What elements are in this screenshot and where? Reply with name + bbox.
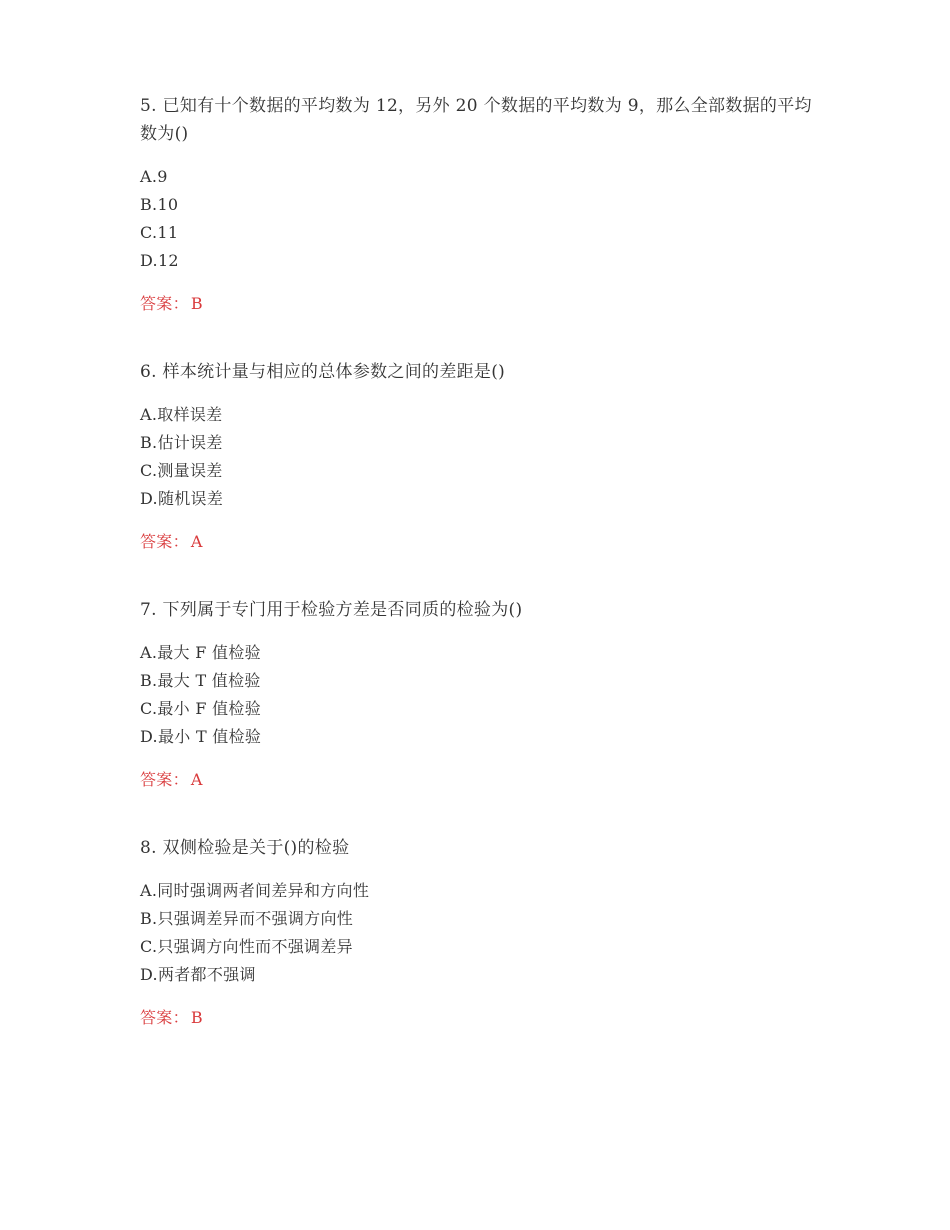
option-d <box>140 485 820 513</box>
option-label: A. <box>140 881 158 900</box>
answer-value: B <box>190 294 203 313</box>
option-label: D. <box>140 727 158 746</box>
option-c <box>140 933 820 961</box>
option-label: D. <box>140 489 158 508</box>
question-5 <box>140 92 820 318</box>
option-a <box>140 877 820 905</box>
question-6 <box>140 358 820 556</box>
option-text: 最大 T 值检验 <box>157 671 261 690</box>
answer-line <box>140 528 820 556</box>
option-list <box>140 401 820 513</box>
answer-label: 答案： <box>140 770 189 789</box>
option-list <box>140 877 820 989</box>
answer-label: 答案： <box>140 532 189 551</box>
spacer <box>140 556 820 596</box>
option-label: A. <box>140 405 158 424</box>
option-text: 12 <box>157 251 179 270</box>
option-label: B. <box>140 195 158 214</box>
option-d <box>140 723 820 751</box>
option-text: 估计误差 <box>157 433 223 452</box>
option-label: C. <box>140 223 158 242</box>
option-a <box>140 163 820 191</box>
answer-label: 答案： <box>140 1008 189 1027</box>
option-text: 10 <box>157 195 179 214</box>
option-b <box>140 667 820 695</box>
option-text: 随机误差 <box>157 489 224 508</box>
question-stem: 8. 双侧检验是关于()的检验 <box>140 838 350 858</box>
option-a <box>140 639 820 667</box>
answer-line <box>140 1004 820 1032</box>
option-label: B. <box>140 433 158 452</box>
answer-value: A <box>190 770 203 789</box>
option-label: C. <box>140 699 158 718</box>
option-text: 只强调方向性而不强调差异 <box>157 937 353 956</box>
option-text: 两者都不强调 <box>157 965 256 984</box>
option-a <box>140 401 820 429</box>
option-list <box>140 163 820 275</box>
option-label: C. <box>140 937 158 956</box>
question-8 <box>140 834 820 1032</box>
option-text: 最小 F 值检验 <box>157 699 262 718</box>
option-text: 11 <box>157 223 179 242</box>
option-label: D. <box>140 965 158 984</box>
option-text: 最大 F 值检验 <box>157 643 261 662</box>
option-label: B. <box>140 671 158 690</box>
question-stem: 7. 下列属于专门用于检验方差是否同质的检验为() <box>140 600 523 620</box>
option-b <box>140 429 820 457</box>
option-text: 9 <box>157 167 168 186</box>
question-7 <box>140 596 820 794</box>
option-label: B. <box>140 909 158 928</box>
option-text: 取样误差 <box>157 405 223 424</box>
option-label: A. <box>140 167 158 186</box>
question-stem: 5. 已知有十个数据的平均数为 12，另外 20 个数据的平均数为 9，那么全部数据的平均数为() <box>140 96 812 144</box>
answer-line <box>140 290 820 318</box>
option-d <box>140 247 820 275</box>
spacer <box>140 318 820 358</box>
option-label: C. <box>140 461 158 480</box>
option-c <box>140 219 820 247</box>
answer-line <box>140 766 820 794</box>
option-label: D. <box>140 251 158 270</box>
option-c <box>140 695 820 723</box>
option-list <box>140 639 820 751</box>
option-text: 测量误差 <box>157 461 223 480</box>
question-stem: 6. 样本统计量与相应的总体参数之间的差距是() <box>140 362 506 382</box>
option-b <box>140 905 820 933</box>
option-label: A. <box>140 643 158 662</box>
answer-value: B <box>190 1008 203 1027</box>
option-d <box>140 961 820 989</box>
answer-label: 答案： <box>140 294 189 313</box>
option-b <box>140 191 820 219</box>
document-page <box>140 92 820 1032</box>
option-c <box>140 457 820 485</box>
option-text: 最小 T 值检验 <box>157 727 262 746</box>
answer-value: A <box>190 532 203 551</box>
option-text: 同时强调两者间差异和方向性 <box>157 881 370 900</box>
spacer <box>140 794 820 834</box>
option-text: 只强调差异而不强调方向性 <box>157 909 354 928</box>
